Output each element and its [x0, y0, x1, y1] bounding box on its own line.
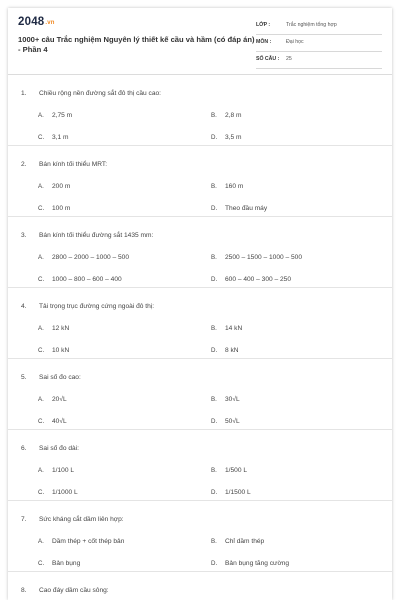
meta-class-value: Trắc nghiệm tổng hợp	[286, 22, 337, 28]
option-text: 2500 – 1500 – 1000 – 500	[225, 254, 303, 261]
question-text: Sai số đo cao:	[39, 374, 81, 381]
site-logo[interactable]	[18, 16, 55, 28]
meta-subject-value: Đại học	[286, 39, 304, 45]
option-a[interactable]	[38, 467, 74, 474]
option-text: 1/500 L	[225, 467, 247, 474]
question-text: Bán kính tối thiểu MRT:	[39, 161, 108, 168]
option-text: 200 m	[52, 183, 71, 190]
option-text: 3,1 m	[52, 134, 69, 141]
question-number: 8.	[21, 587, 27, 594]
option-key: C.	[38, 560, 45, 567]
option-c[interactable]	[38, 347, 69, 354]
option-d[interactable]	[211, 560, 289, 567]
option-c[interactable]	[38, 489, 78, 496]
option-d[interactable]	[211, 347, 239, 354]
option-text: 2800 – 2000 – 1000 – 500	[52, 254, 130, 261]
option-key: C.	[38, 418, 45, 425]
option-text: 50√L	[225, 418, 240, 425]
option-text: Bản bụng tăng cường	[225, 560, 290, 567]
option-key: B.	[211, 396, 217, 403]
option-d[interactable]	[211, 276, 291, 283]
option-key: C.	[38, 489, 45, 496]
option-text: Theo đầu máy	[225, 205, 268, 212]
option-key: B.	[211, 183, 217, 190]
option-b[interactable]	[211, 396, 240, 403]
question-6	[8, 430, 392, 501]
option-text: 160 m	[225, 183, 244, 190]
option-text: 1/100 L	[52, 467, 74, 474]
option-key: D.	[211, 489, 218, 496]
option-text: 14 kN	[225, 325, 243, 332]
option-key: D.	[211, 418, 218, 425]
option-text: 40√L	[52, 418, 67, 425]
option-key: D.	[211, 134, 218, 141]
meta-count-value: 25	[286, 56, 292, 62]
option-key: D.	[211, 347, 218, 354]
question-5	[8, 359, 392, 430]
option-key: D.	[211, 560, 218, 567]
option-text: Dầm thép + cốt thép bản	[52, 538, 125, 545]
option-b[interactable]	[211, 112, 242, 119]
option-key: B.	[211, 112, 217, 119]
option-key: A.	[38, 325, 44, 332]
option-text: 2,75 m	[52, 112, 73, 119]
option-key: D.	[211, 276, 218, 283]
question-number: 1.	[21, 90, 27, 97]
option-key: B.	[211, 325, 217, 332]
option-a[interactable]	[38, 538, 124, 545]
option-text: 20√L	[52, 396, 67, 403]
option-b[interactable]	[211, 538, 264, 545]
option-b[interactable]	[211, 254, 302, 261]
option-key: C.	[38, 276, 45, 283]
option-b[interactable]	[211, 183, 243, 190]
meta-subject-label: MÔN :	[256, 39, 272, 45]
option-text: Bản bụng	[52, 560, 81, 567]
question-3	[8, 217, 392, 288]
option-a[interactable]	[38, 325, 69, 332]
option-c[interactable]	[38, 276, 122, 283]
option-text: 12 kN	[52, 325, 70, 332]
option-key: B.	[211, 467, 217, 474]
question-list	[8, 75, 392, 600]
question-text: Bán kính tối thiểu đường sắt 1435 mm:	[39, 232, 154, 239]
option-d[interactable]	[211, 205, 267, 212]
question-number: 2.	[21, 161, 27, 168]
logo-domain: .vn	[45, 20, 55, 26]
option-key: A.	[38, 112, 44, 119]
option-a[interactable]	[38, 396, 67, 403]
option-b[interactable]	[211, 325, 242, 332]
option-key: A.	[38, 538, 44, 545]
document-title: 1000+ câu Trắc nghiệm Nguyên lý thiết kế cầu và hầm (có đáp án) - Phần 4	[18, 35, 255, 54]
option-a[interactable]	[38, 183, 70, 190]
option-key: A.	[38, 396, 44, 403]
question-7	[8, 501, 392, 572]
option-key: C.	[38, 347, 45, 354]
option-key: B.	[211, 538, 217, 545]
option-key: C.	[38, 134, 45, 141]
question-text: Sai số đo dài:	[39, 445, 79, 452]
question-text: Sức kháng cắt dầm liên hợp:	[39, 516, 124, 523]
question-4	[8, 288, 392, 359]
option-text: 2,8 m	[225, 112, 242, 119]
document-meta	[256, 19, 382, 70]
page-header	[8, 8, 392, 74]
logo-text: 2048	[18, 16, 45, 28]
option-c[interactable]	[38, 560, 80, 567]
option-c[interactable]	[38, 418, 67, 425]
meta-count-label: SỐ CÂU :	[256, 56, 280, 62]
option-d[interactable]	[211, 134, 242, 141]
option-key: C.	[38, 205, 45, 212]
option-key: A.	[38, 254, 44, 261]
meta-count-row	[256, 53, 382, 69]
question-text: Chiều rộng nền đường sắt đô thị cầu cao:	[39, 90, 162, 97]
option-text: 1/1500 L	[225, 489, 251, 496]
option-text: 1000 – 800 – 600 – 400	[52, 276, 122, 283]
option-text: 3,5 m	[225, 134, 242, 141]
question-1	[8, 75, 392, 146]
option-text: 10 kN	[52, 347, 70, 354]
option-c[interactable]	[38, 134, 69, 141]
meta-subject-row	[256, 36, 382, 52]
option-key: A.	[38, 183, 44, 190]
document-page	[8, 8, 392, 600]
option-text: 30√L	[225, 396, 240, 403]
question-text: Tải trọng trục đường cứng ngoài đô thị:	[39, 303, 155, 310]
question-number: 4.	[21, 303, 27, 310]
option-text: 100 m	[52, 205, 71, 212]
meta-class-label: LỚP :	[256, 22, 271, 28]
option-a[interactable]	[38, 112, 72, 119]
option-a[interactable]	[38, 254, 129, 261]
question-number: 3.	[21, 232, 27, 239]
question-text: Cao đáy dầm cầu sông:	[39, 587, 109, 594]
option-text: 1/1000 L	[52, 489, 78, 496]
option-text: Chỉ dầm thép	[225, 538, 265, 545]
option-key: D.	[211, 205, 218, 212]
option-text: 600 – 400 – 300 – 250	[225, 276, 291, 283]
option-d[interactable]	[211, 489, 251, 496]
option-c[interactable]	[38, 205, 70, 212]
question-2	[8, 146, 392, 217]
meta-class-row	[256, 19, 382, 35]
question-number: 6.	[21, 445, 27, 452]
question-8	[8, 572, 392, 600]
option-text: 8 kN	[225, 347, 239, 354]
option-key: B.	[211, 254, 217, 261]
question-number: 5.	[21, 374, 27, 381]
question-number: 7.	[21, 516, 27, 523]
option-b[interactable]	[211, 467, 247, 474]
option-d[interactable]	[211, 418, 240, 425]
option-key: A.	[38, 467, 44, 474]
